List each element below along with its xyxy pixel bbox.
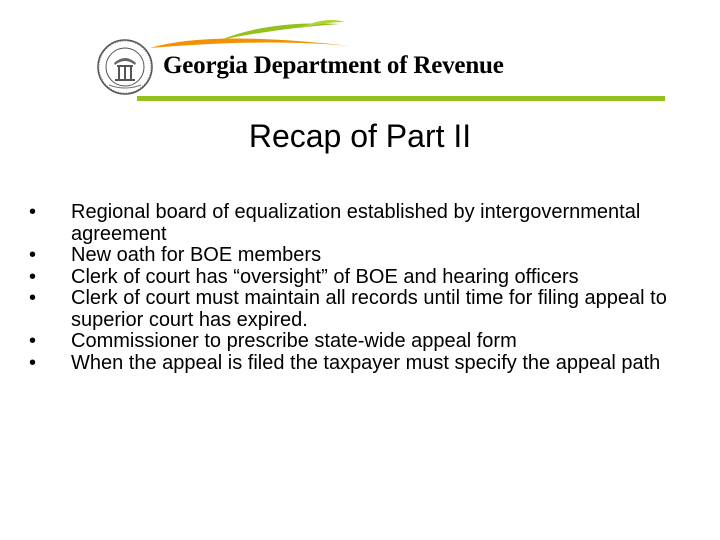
bullet-dot-icon: • (29, 265, 37, 288)
bullet-text: Commissioner to prescribe state-wide appeal form (71, 330, 517, 352)
bullet-dot-icon: • (29, 351, 37, 374)
slide-header (0, 0, 720, 110)
bullet-text: New oath for BOE members (71, 244, 322, 266)
bullet-dot-icon: • (29, 244, 37, 266)
bullet-dot-icon: • (29, 201, 37, 223)
bullet-item (29, 288, 669, 331)
georgia-state-seal-icon (97, 39, 153, 95)
bullet-item (29, 331, 669, 353)
bullet-text: Regional board of equalization established by intergovernmental agreement (71, 201, 641, 245)
bullet-item (29, 353, 669, 375)
bullet-item (29, 202, 669, 245)
bullet-list (29, 202, 669, 374)
bullet-dot-icon: • (29, 330, 37, 352)
header-divider (137, 96, 665, 101)
organization-name: Georgia Department of Revenue (163, 52, 504, 79)
bullet-text: When the appeal is filed the taxpayer must specify the appeal path (71, 351, 661, 374)
bullet-item (29, 245, 669, 267)
bullet-text: Clerk of court must maintain all records until time for filing appeal to superior court has expired. (71, 287, 667, 331)
bullet-text: Clerk of court has “oversight” of BOE and hearing officers (71, 265, 579, 288)
bullet-dot-icon: • (29, 287, 37, 309)
bullet-item (29, 267, 669, 289)
slide-title: Recap of Part II (248, 118, 472, 154)
